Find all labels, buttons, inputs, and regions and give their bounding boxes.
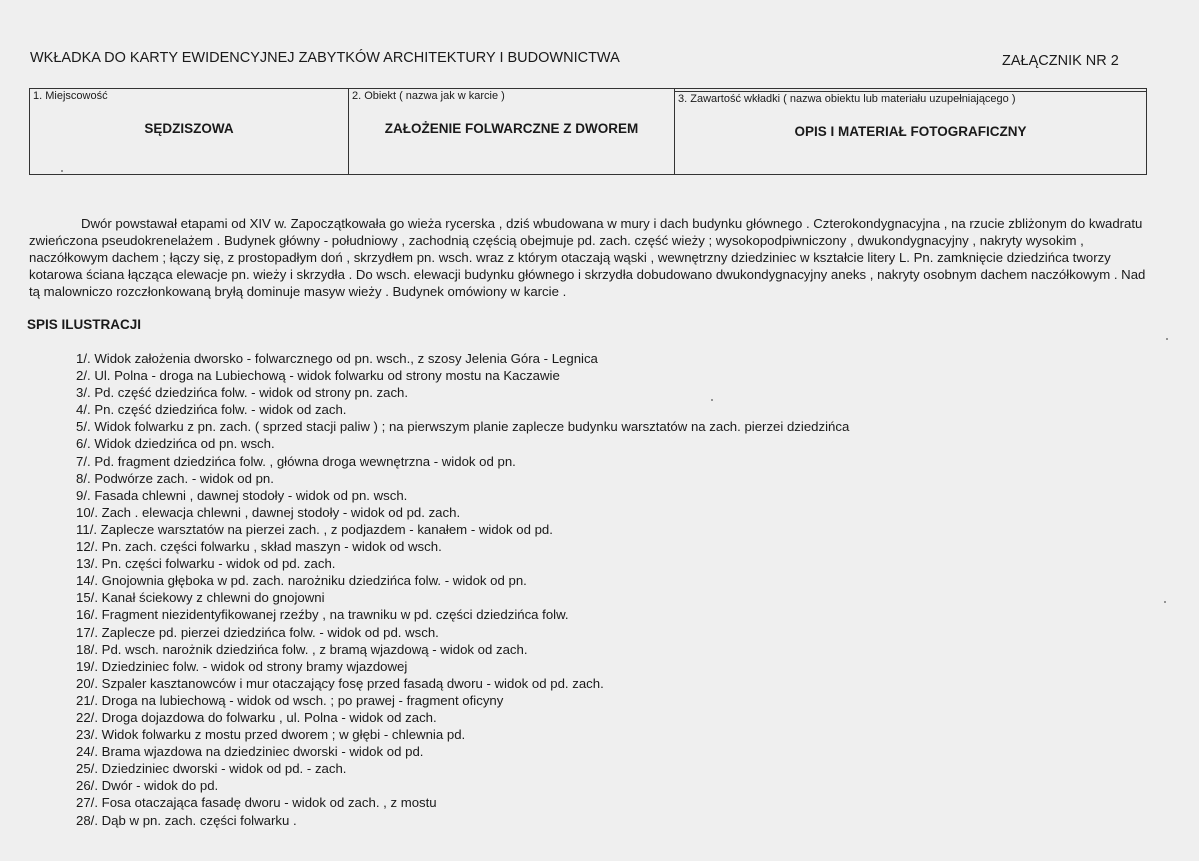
- illustration-item: 16/. Fragment niezidentyfikowanej rzeźby , na trawniku w pd. części dziedzińca folw.: [76, 607, 569, 623]
- content-label: 3. Zawartość wkładki ( nazwa obiektu lub materiału uzupełniającego ): [678, 93, 1016, 105]
- illustration-item: 26/. Dwór - widok do pd.: [76, 778, 219, 794]
- illustration-item: 21/. Droga na lubiechową - widok od wsch. ; po prawej - fragment oficyny: [76, 692, 504, 708]
- illustration-item: 6/. Widok dziedzińca od pn. wsch.: [76, 436, 275, 452]
- paper-speck: [711, 399, 713, 401]
- annex-number: ZAŁĄCZNIK NR 2: [1002, 53, 1119, 69]
- object-label: 2. Obiekt ( nazwa jak w karcie ): [352, 90, 505, 102]
- illustration-item: 17/. Zaplecze pd. pierzei dziedzińca folw. - widok od pd. wsch.: [76, 624, 439, 640]
- illustration-item: 1/. Widok założenia dworsko - folwarcznego od pn. wsch., z szosy Jelenia Góra - Legnica: [76, 351, 598, 366]
- paper-speck: [1164, 601, 1166, 603]
- form-header-table: [29, 88, 1147, 175]
- illustration-item: 15/. Kanał ściekowy z chlewni do gnojowni: [76, 590, 325, 606]
- illustration-item: 19/. Dziedziniec folw. - widok od strony bramy wjazdowej: [76, 658, 408, 674]
- illustration-item: 27/. Fosa otaczająca fasadę dworu - widok od zach. , z mostu: [76, 795, 437, 811]
- illustration-item: 25/. Dziedziniec dworski - widok od pd. - zach.: [76, 761, 347, 777]
- description-paragraph: Dwór powstawał etapami od XIV w. Zapoczątkowała go wieża rycerska , dziś wbudowana w mury i dach budynku głównego . Czterokondygnacyjna , na rzucie zbliżonym do kwadratu zwieńczona pseudokrenelażem . Budynek główny - południowy , zachodnią częścią obejmuje pd. zach. część wieży ; wysokopodpiwniczony , dwukondygnacyjny , nakryty wysokim , naczółkowym dachem ; łączy się, z prostopadłym doń , skrzydłem pn. wsch. wraz z którym otaczają wąski , wewnętrzny dziedziniec w kształcie litery L. Pn. zamknięcie dziedzińca tworzy kotarowa ściana łącząca elewacje pn. wieży i skrzydła . Do wsch. elewacji budynku głównego i skrzydła dobudowano dwukondygnacyjny aneks , nakryty osobnym dachem naczółkowym . Nad tą malowniczo rozczłonkowaną bryłą dominuje masyw wieży . Budynek omówiony w karcie .: [29, 216, 1146, 299]
- illustration-item: 7/. Pd. fragment dziedzińca folw. , główna droga wewnętrzna - widok od pn.: [76, 453, 516, 469]
- document-title: WKŁADKA DO KARTY EWIDENCYJNEJ ZABYTKÓW ARCHITEKTURY I BUDOWNICTWA: [30, 50, 620, 66]
- illustrations-list: [76, 350, 849, 829]
- object-value: ZAŁOŻENIE FOLWARCZNE Z DWOREM: [384, 121, 639, 136]
- paper-speck: [1166, 338, 1168, 340]
- illustration-item: 2/. Ul. Polna - droga na Lubiechową - widok folwarku od strony mostu na Kaczawie: [76, 368, 560, 384]
- illustration-item: 4/. Pn. część dziedzińca folw. - widok od zach.: [76, 402, 347, 418]
- illustration-item: 28/. Dąb w pn. zach. części folwarku .: [76, 812, 297, 828]
- illustration-item: 3/. Pd. część dziedzińca folw. - widok od strony pn. zach.: [76, 385, 409, 401]
- locality-value: SĘDZISZOWA: [144, 121, 234, 136]
- illustration-item: 23/. Widok folwarku z mostu przed dworem ; w głębi - chlewnia pd.: [76, 727, 466, 743]
- illustration-item: 14/. Gnojownia głęboka w pd. zach. narożniku dziedzińca folw. - widok od pn.: [76, 573, 527, 589]
- paper-speck: [61, 170, 63, 172]
- locality-label: 1. Miejscowość: [33, 90, 108, 102]
- locality-cell: [30, 89, 349, 174]
- illustration-item: 18/. Pd. wsch. narożnik dziedzińca folw. , z bramą wjazdową - widok od zach.: [76, 641, 528, 657]
- illustration-item: 13/. Pn. części folwarku - widok od pd. zach.: [76, 556, 336, 572]
- illustration-item: 10/. Zach . elewacja chlewni , dawnej stodoły - widok od pd. zach.: [76, 504, 461, 520]
- content-value: OPIS I MATERIAŁ FOTOGRAFICZNY: [794, 124, 1027, 139]
- object-cell: [349, 89, 675, 174]
- illustration-item: 12/. Pn. zach. części folwarku , skład maszyn - widok od wsch.: [76, 539, 442, 555]
- illustration-item: 24/. Brama wjazdowa na dziedziniec dworski - widok od pd.: [76, 744, 424, 760]
- illustrations-heading: SPIS ILUSTRACJI: [27, 317, 142, 332]
- illustration-item: 8/. Podwórze zach. - widok od pn.: [76, 470, 274, 486]
- content-cell: [675, 91, 1146, 176]
- illustration-item: 11/. Zaplecze warsztatów na pierzei zach. , z podjazdem - kanałem - widok od pd.: [76, 521, 553, 537]
- illustration-item: 22/. Droga dojazdowa do folwarku , ul. Polna - widok od zach.: [76, 709, 437, 725]
- illustration-item: 9/. Fasada chlewni , dawnej stodoły - widok od pn. wsch.: [76, 487, 408, 503]
- illustration-item: 20/. Szpaler kasztanowców i mur otaczający fosę przed fasadą dworu - widok od pd. zach.: [76, 675, 604, 691]
- illustration-item: 5/. Widok folwarku z pn. zach. ( sprzed stacji paliw ) ; na pierwszym planie zaplecze budynku warsztatów na zach. pierzei dziedzińca: [76, 419, 850, 435]
